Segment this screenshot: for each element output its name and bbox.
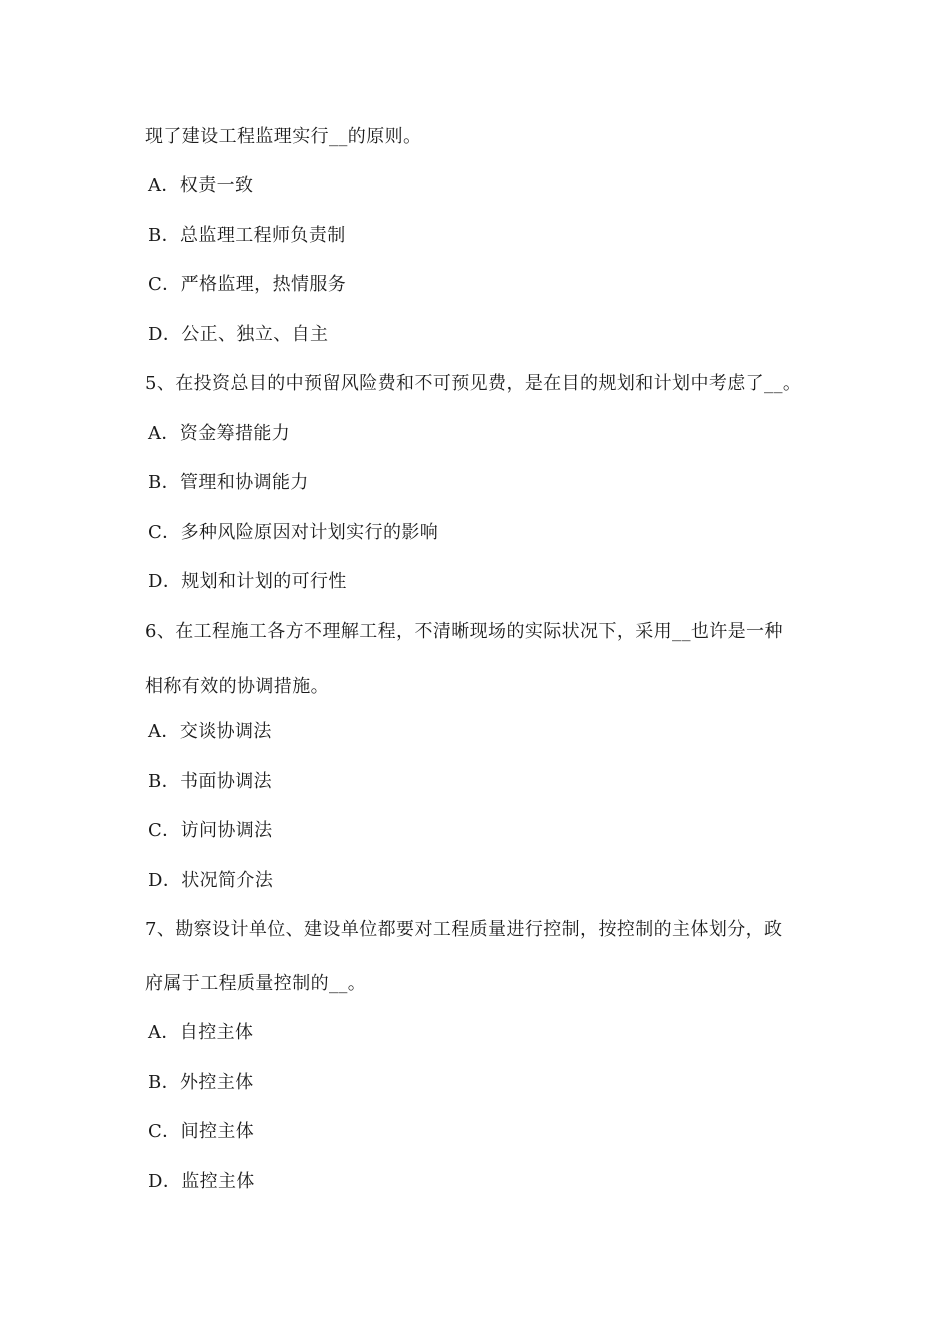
q6-stem-line1: 6、在工程施工各方不理解工程，不清晰现场的实际状况下，采用__也许是一种: [145, 621, 783, 642]
q7-option-b: B．外控主体: [148, 1072, 254, 1093]
q6-stem-line2: 相称有效的协调措施。: [145, 676, 329, 697]
q4-option-a: A．权责一致: [148, 175, 254, 196]
q4-option-b: B．总监理工程师负责制: [148, 225, 346, 246]
q4-option-d: D．公正、独立、自主: [148, 324, 329, 345]
q5-option-a: A．资金筹措能力: [148, 423, 291, 444]
q4-option-c: C．严格监理，热情服务: [148, 274, 347, 295]
q5-option-d: D．规划和计划的可行性: [148, 571, 347, 592]
q6-option-c: C．访问协调法: [148, 820, 273, 841]
q6-option-d: D．状况简介法: [148, 870, 274, 891]
q7-option-a: A．自控主体: [148, 1022, 254, 1043]
q4-stem-continuation: 现了建设工程监理实行__的原则。: [145, 126, 422, 147]
q7-option-c: C．间控主体: [148, 1121, 255, 1142]
q7-stem-line1: 7、勘察设计单位、建设单位都要对工程质量进行控制，按控制的主体划分，政: [145, 919, 783, 940]
q5-stem: 5、在投资总目的中预留风险费和不可预见费，是在目的规划和计划中考虑了__。: [145, 373, 802, 394]
q7-stem-line2: 府属于工程质量控制的__。: [145, 973, 367, 994]
q5-option-b: B．管理和协调能力: [148, 472, 309, 493]
q7-option-d: D．监控主体: [148, 1171, 255, 1192]
q5-option-c: C．多种风险原因对计划实行的影响: [148, 522, 439, 543]
q6-option-a: A．交谈协调法: [148, 721, 272, 742]
q6-option-b: B．书面协调法: [148, 771, 273, 792]
